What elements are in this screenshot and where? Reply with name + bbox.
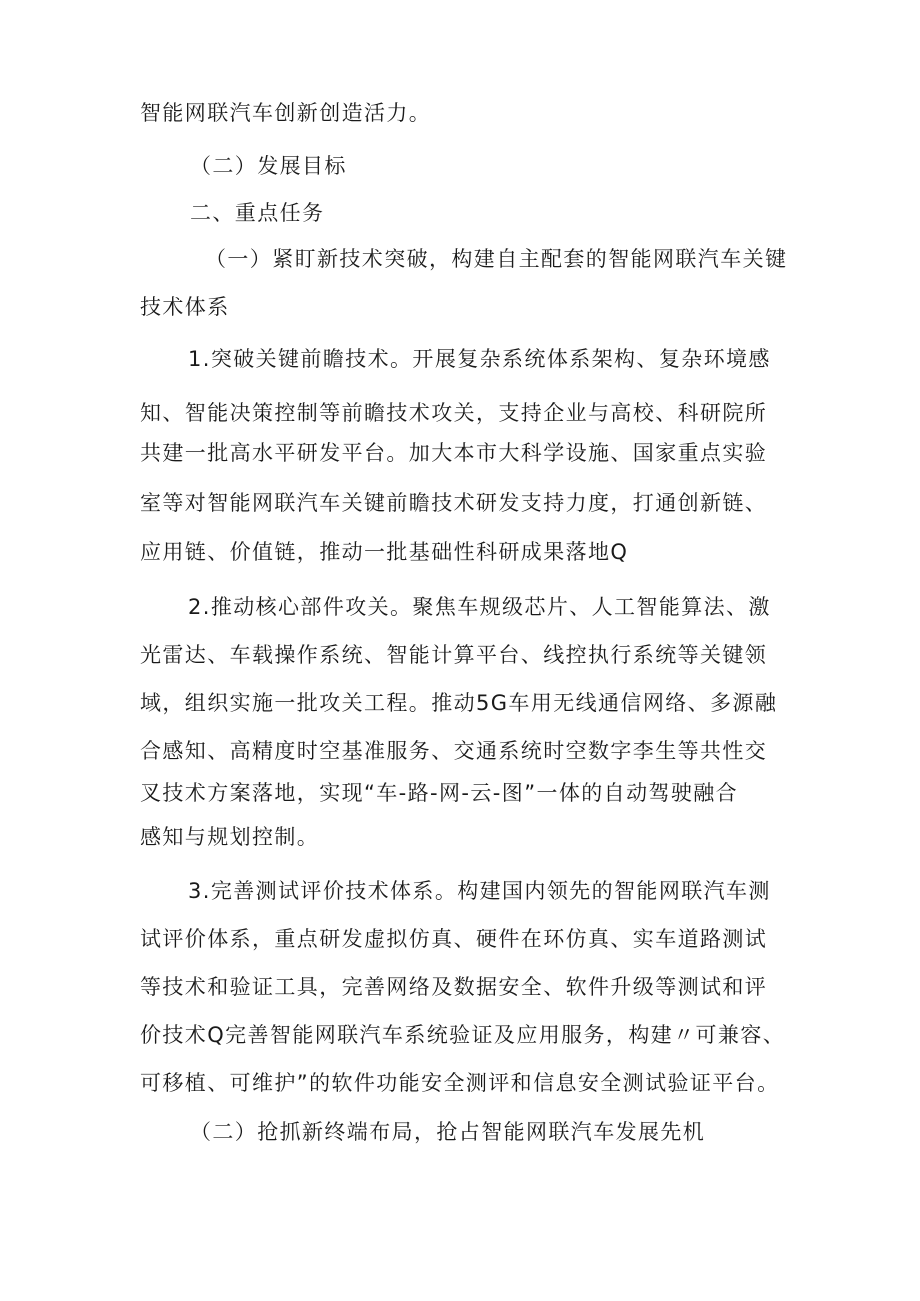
item2-line: 叉技术方案落地，实现“车-路-网-云-图”一体的自动驾驶融合: [140, 781, 739, 805]
item1-line: 应用链、价值链，推动一批基础性科研成果落地Q: [140, 540, 629, 564]
subsection1-title-line2: 技术体系: [140, 295, 230, 319]
subsection2-title: （二）抢抓新终端布局，抢占智能网联汽车发展先机: [190, 1120, 706, 1144]
item3-line: 等技术和验证工具，完善网络及数据安全、软件升级等测试和评: [140, 975, 768, 999]
item3-line: 可移植、可维护”的软件功能安全测评和信息安全测试验证平台。: [140, 1071, 780, 1095]
carryover-line: 智能网联汽车创新创造活力。: [140, 101, 432, 125]
item3-line: 试评价体系，重点研发虚拟仿真、硬件在环仿真、实车道路测试: [140, 927, 768, 951]
section-heading: 二、重点任务: [190, 201, 325, 225]
item2-line: 光雷达、车载操作系统、智能计算平台、线控执行系统等关键领: [140, 643, 768, 667]
item3-line: 3.完善测试评价技术体系。构建国内领先的智能网联汽车测: [188, 879, 771, 903]
item2-line: 合感知、高精度时空基准服务、交通系统时空数字李生等共性交: [140, 739, 768, 763]
subsection1-title-line1: （一）紧盯新技术突破，构建自主配套的智能网联汽车关键: [205, 247, 788, 271]
item1-line: 室等对智能网联汽车关键前瞻技术研发支持力度，打通创新链、: [140, 491, 768, 515]
item2-line: 感知与规划控制。: [140, 825, 320, 849]
item1-line: 共建一批高水平研发平台。加大本市大科学设施、国家重点实验: [140, 441, 768, 465]
item2-line: 2.推动核心部件攻关。聚焦车规级芯片、人工智能算法、激: [188, 595, 771, 619]
sub-heading-goals: （二）发展目标: [190, 154, 347, 178]
item3-line: 价技术Q完善智能网联汽车系统验证及应用服务，构建〃可兼容、: [140, 1023, 786, 1047]
item1-line: 知、智能决策控制等前瞻技术攻关，支持企业与高校、科研院所: [140, 401, 768, 425]
item1-line: 1.突破关键前瞻技术。开展复杂系统体系架构、复杂环境感: [188, 347, 771, 371]
item2-line: 域，组织实施一批攻关工程。推动5G车用无线通信网络、多源融: [140, 691, 778, 715]
